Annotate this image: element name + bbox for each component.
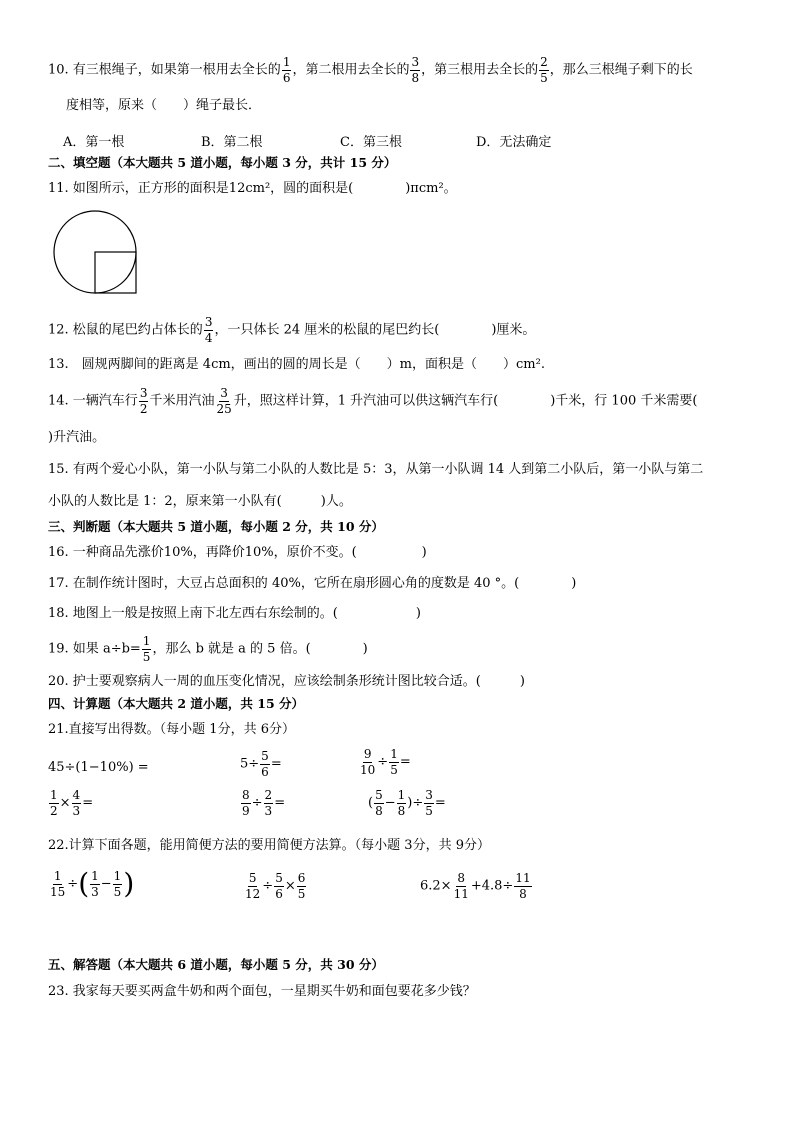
- option-c: C．第三根: [340, 135, 402, 150]
- question-15: 15. 有两个爱心小队，第一小队与第二小队的人数比是 5：3，从第一小队调 14 人到第二小队后，第一小队与第二: [48, 462, 704, 477]
- calc-expression: 45÷(1−10%) =: [48, 760, 149, 775]
- question-17: 17. 在制作统计图时，大豆占总面积的 40%，它所在扇形圆心角的度数是 40 °。( ): [48, 576, 577, 591]
- calc-expression: $\frac{9}{10}$ ÷ $\frac{1}{5}$ =: [360, 747, 411, 777]
- calc-expression: $\frac{5}{12}$ ÷ $\frac{5}{6}$ × $\frac{6}{5}$: [245, 871, 306, 901]
- option-a: A．第一根: [63, 135, 125, 150]
- question-18: 18. 地图上一般是按照上南下北左西右东绘制的。( ): [48, 606, 421, 621]
- question-10: 10. 有三根绳子，如果第一根用去全长的 $\frac{1}{6}$ ，第二根用去全长的 $\frac{3}{8}$ ，第三根用去全长的 $\frac{2}{5}$ ，那么三根绳子剩下的长: [48, 55, 693, 85]
- section-4-heading: 四、计算题（本大题共 2 道小题，共 15 分）: [48, 696, 305, 711]
- paren: ): [123, 867, 135, 901]
- question-11: 11. 如图所示，正方形的面积是12cm²，圆的面积是( )πcm²。: [48, 181, 457, 196]
- calc-expression: $\frac{1}{2}$ × $\frac{4}{3}$ =: [50, 788, 94, 818]
- question-12: 12. 松鼠的尾巴约占体长的 $\frac{3}{4}$ ，一只体长 24 厘米的松鼠的尾巴约长( )厘米。: [48, 315, 536, 345]
- fraction: $\frac{3}{2}$: [139, 386, 148, 416]
- fraction: $\frac{2}{5}$: [540, 55, 548, 85]
- question-19: 19. 如果 a÷b= $\frac{1}{5}$ ，那么 b 就是 a 的 5 倍。( ): [48, 634, 368, 664]
- fraction: $\frac{1}{6}$: [282, 55, 291, 85]
- calc-expression: $\frac{1}{15}$ ÷( $\frac{1}{3}$ − $\frac{1}{5}$ ): [50, 867, 135, 901]
- paren: (: [78, 867, 90, 901]
- circle-square-figure: [52, 210, 140, 296]
- fraction: $\frac{3}{4}$: [204, 315, 213, 345]
- question-14-line2: )升汽油。: [48, 430, 106, 445]
- question-22: 22.计算下面各题，能用简便方法的要用简便方法算。（每小题 3分，共 9分）: [48, 838, 490, 853]
- calc-expression: 6.2× $\frac{8}{11}$ +4.8÷ $\frac{11}{8}$: [420, 871, 531, 901]
- fraction: $\frac{3}{25}$: [216, 386, 232, 416]
- option-b: B．第二根: [201, 135, 263, 150]
- option-d: D．无法确定: [476, 135, 552, 150]
- section-3-heading: 三、判断题（本大题共 5 道小题，每小题 2 分，共 10 分）: [48, 519, 384, 534]
- question-21: 21.直接写出得数。（每小题 1分，共 6分）: [48, 722, 295, 737]
- section-5-heading: 五、解答题（本大题共 6 道小题，每小题 5 分，共 30 分）: [48, 957, 384, 972]
- fraction: $\frac{1}{5}$: [142, 634, 151, 664]
- fraction: $\frac{3}{8}$: [411, 55, 420, 85]
- question-10-line2: 度相等，原来（ ）绳子最长．: [66, 98, 262, 113]
- question-16: 16. 一种商品先涨价10%，再降价10%，原价不变。( ): [48, 545, 427, 560]
- question-15-line2: 小队的人数比是 1：2，原来第一小队有( )人。: [48, 494, 352, 509]
- question-13: 13. 圆规两脚间的距离是 4cm，画出的圆的周长是（ ）m，面积是（ ）cm².: [48, 357, 545, 372]
- calc-expression: 5÷ $\frac{5}{6}$ =: [240, 749, 282, 779]
- question-20: 20. 护士要观察病人一周的血压变化情况，应该绘制条形统计图比较合适。( ): [48, 674, 525, 689]
- calc-expression: $\frac{8}{9}$ ÷ $\frac{2}{3}$ =: [242, 788, 286, 818]
- calc-expression: ( $\frac{5}{8}$ − $\frac{1}{8}$ )÷ $\frac{3}{5}$ =: [368, 788, 446, 818]
- question-23: 23. 我家每天要买两盒牛奶和两个面包，一星期买牛奶和面包要花多少钱？: [48, 984, 476, 999]
- section-2-heading: 二、填空题（本大题共 5 道小题，每小题 3 分，共计 15 分）: [48, 155, 397, 170]
- question-14: 14. 一辆汽车行 $\frac{3}{2}$ 千米用汽油 $\frac{3}{25}$ 升，照这样计算，1 升汽油可以供这辆汽车行( )千米，行 100 千米需要(: [48, 386, 698, 416]
